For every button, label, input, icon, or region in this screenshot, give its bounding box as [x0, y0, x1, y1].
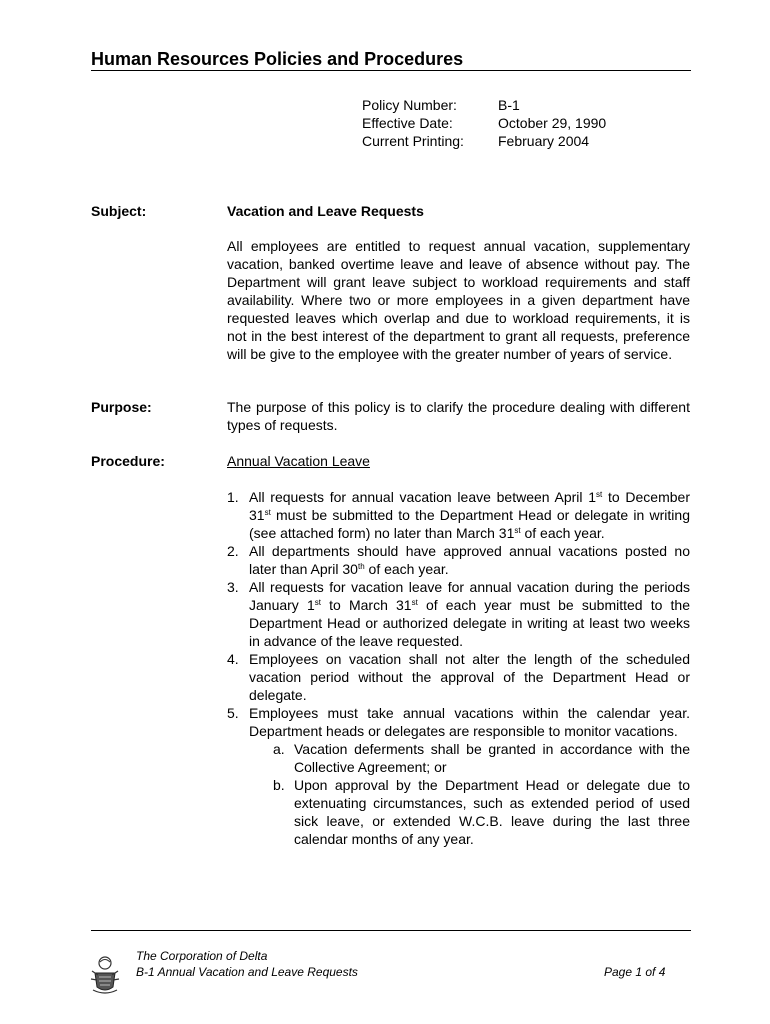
procedure-heading: Annual Vacation Leave: [227, 453, 370, 469]
subject-body: All employees are entitled to request annual vacation, supplementary vacation, banked overtime leave and leave of absence without pay. The Department will grant leave subject to workload requirements and staff availability. Where two or more employees in a given department have requested leaves which overlap and due to workload requirements, it is not in the best interest of the department to grant all requests, preference will be give to the employee with the greater number of years of service.: [227, 238, 690, 362]
list-item-text: to March 31: [320, 597, 412, 613]
ordinal-suffix: st: [596, 490, 603, 499]
current-printing-value: February 2004: [498, 133, 590, 149]
list-item: [227, 650, 690, 704]
page-title: Human Resources Policies and Procedures: [91, 49, 464, 69]
policy-number-row: [362, 96, 606, 114]
sub-list-item-text: Vacation deferments shall be granted in accordance with the Collective Agreement; or: [294, 741, 690, 775]
ordinal-suffix: st: [314, 598, 321, 607]
ordinal-suffix: st: [514, 526, 521, 535]
purpose-body: The purpose of this policy is to clarify the procedure dealing with different types of requests.: [227, 399, 690, 433]
list-item-number: 2.: [227, 543, 239, 559]
footer-left: [136, 948, 358, 980]
sub-list-item: [249, 776, 690, 848]
list-item: [227, 542, 690, 578]
subject-title: Vacation and Leave Requests: [227, 203, 424, 219]
list-item-text: of each year.: [520, 525, 605, 541]
list-item: [227, 488, 690, 542]
list-item-number: 3.: [227, 579, 239, 595]
current-printing-row: [362, 132, 606, 150]
header-divider: [91, 70, 691, 71]
sub-list: [249, 740, 690, 848]
footer-organization: The Corporation of Delta: [136, 949, 268, 963]
footer-document-title: B-1 Annual Vacation and Leave Requests: [136, 965, 358, 979]
list-item: [227, 704, 690, 848]
sub-list-item-text: Upon approval by the Department Head or delegate due to extenuating circumstances, such as extended period of used sick leave, or extended W.C.B. leave during the last three calendar months of any year.: [294, 777, 690, 847]
list-item: [227, 578, 690, 650]
policy-number-label: Policy Number:: [362, 97, 457, 113]
current-printing-label: Current Printing:: [362, 133, 464, 149]
list-item-text: to December 31: [249, 489, 690, 523]
sub-list-item-letter: a.: [273, 741, 285, 757]
footer-page-number: Page 1 of 4: [604, 965, 666, 979]
policy-number-value: B-1: [498, 97, 520, 113]
procedure-label: Procedure:: [91, 453, 165, 469]
effective-date-row: [362, 114, 606, 132]
list-item-number: 4.: [227, 651, 239, 667]
list-item-text: must be submitted to the Department Head or delegate in writing (see attached form) no later than March 31: [249, 507, 690, 541]
procedure-list: [227, 488, 690, 848]
subject-label: Subject:: [91, 203, 147, 219]
list-item-text: of each year must be submitted to the Department Head or authorized delegate in writing at least two weeks in advance of the leave requested.: [249, 597, 690, 649]
list-item-text: of each year.: [364, 561, 449, 577]
footer-divider: [91, 930, 691, 931]
corporation-seal-logo: [89, 955, 121, 995]
sub-list-item-letter: b.: [273, 777, 285, 793]
list-item-text: Employees must take annual vacations within the calendar year. Department heads or delegates are responsible to monitor vacations.: [249, 705, 690, 739]
ordinal-suffix: th: [357, 562, 365, 571]
policy-meta: [362, 96, 606, 150]
list-item-text: All departments should have approved annual vacations posted no later than April 30: [249, 543, 690, 577]
list-item-text: Employees on vacation shall not alter the length of the scheduled vacation period without the approval of the Department Head or delegate.: [249, 651, 690, 703]
ordinal-suffix: st: [264, 508, 271, 517]
list-item-text: All requests for annual vacation leave between April 1: [249, 489, 597, 505]
effective-date-value: October 29, 1990: [498, 115, 607, 131]
list-item-number: 5.: [227, 705, 239, 721]
effective-date-label: Effective Date:: [362, 115, 453, 131]
procedure-list-container: [227, 488, 690, 848]
purpose-label: Purpose:: [91, 399, 152, 415]
list-item-text: All requests for vacation leave for annual vacation during the periods January 1: [249, 579, 690, 613]
ordinal-suffix: st: [411, 598, 418, 607]
sub-list-item: [249, 740, 690, 776]
list-item-number: 1.: [227, 489, 239, 505]
